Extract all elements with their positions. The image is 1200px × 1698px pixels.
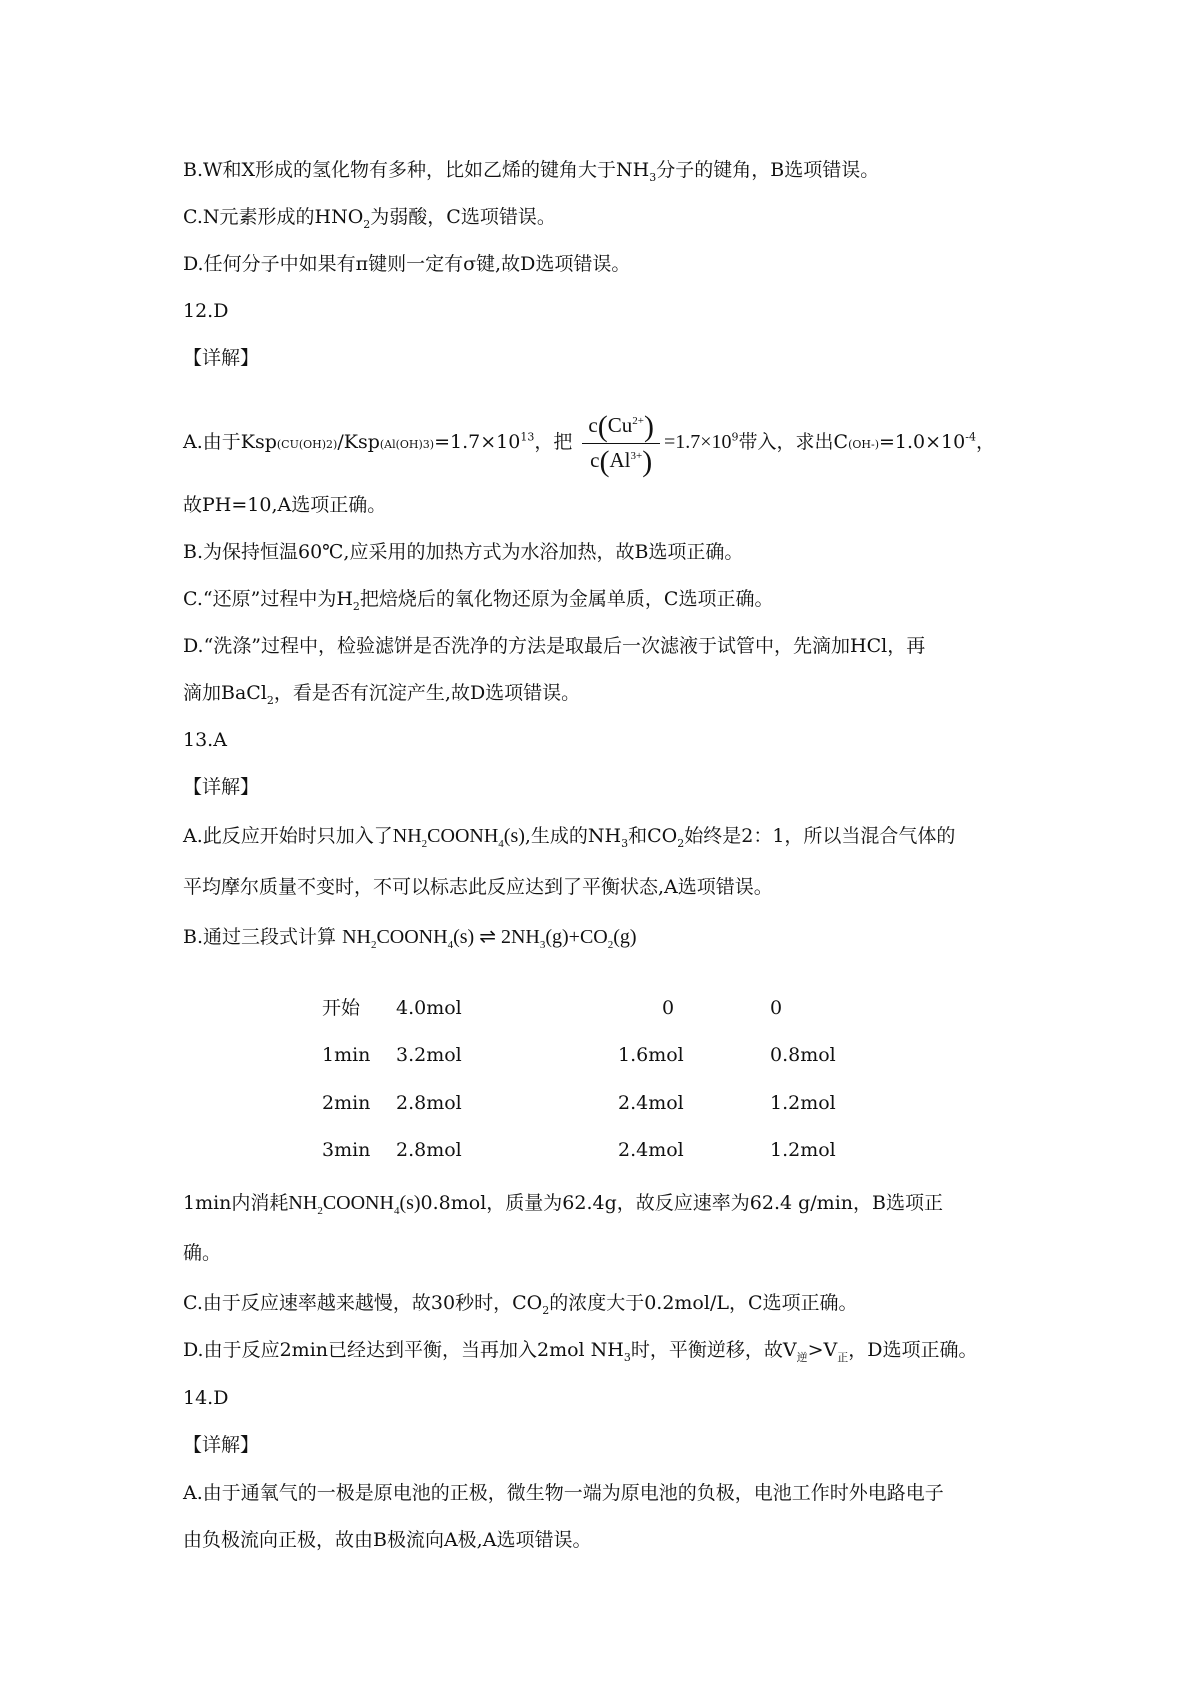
q13-option-d: D.由于反应2min已经达到平衡，当再加入2mol $NH_3$时，平衡逆移，故$V_逆>V_正$，D选项正确。 xyxy=(183,1339,978,1364)
q12-answer: 12.D xyxy=(183,300,229,322)
q12-detail-heading: 【详解】 xyxy=(183,347,260,369)
q14-detail-heading: 【详解】 xyxy=(183,1434,260,1456)
table-cell: 1.6mol xyxy=(618,1044,684,1066)
table-cell: 1.2mol xyxy=(770,1092,836,1114)
table-cell: 0 xyxy=(662,997,675,1019)
table-cell: 2.8mol xyxy=(396,1092,462,1114)
q12-option-a-cont: 故PH=10,A选项正确。 xyxy=(183,494,387,516)
table-cell: 3.2mol xyxy=(396,1044,462,1066)
q12-option-d: D.“洗涤”过程中，检验滤饼是否洗净的方法是取最后一次滤液于试管中，先滴加HCl，再 xyxy=(183,635,926,657)
q13-option-a-cont: 平均摩尔质量不变时，不可以标志此反应达到了平衡状态,A选项错误。 xyxy=(183,876,773,898)
table-cell: 0 xyxy=(770,997,783,1019)
q13-detail-heading: 【详解】 xyxy=(183,776,260,798)
q13-option-b: B.通过三段式计算 $NH_2COONH_4(s)$ ⇌ $2NH_3(g)+CO_2(g)$ xyxy=(183,926,637,951)
q14-option-a-cont: 由负极流向正极，故由B极流向A极,A选项错误。 xyxy=(183,1529,592,1551)
ion-ratio-fraction: $\frac{c(Cu^{2+})}{c(Al^{3+})}$ xyxy=(582,409,660,478)
table-cell: 2.8mol xyxy=(396,1139,462,1161)
q11-option-c: C.N元素形成的$HNO_2$为弱酸，C选项错误。 xyxy=(183,206,556,231)
table-cell: 1min xyxy=(322,1044,371,1066)
q11-option-b: B.W和X形成的氢化物有多种，比如乙烯的键角大于$NH_3$分子的键角，B选项错误。 xyxy=(183,159,880,184)
table-cell: 2.4mol xyxy=(618,1139,684,1161)
q13-answer: 13.A xyxy=(183,729,227,751)
q12-option-d-cont: 滴加BaCl$_2$，看是否有沉淀产生,故D选项错误。 xyxy=(183,682,581,707)
q11-option-d: D.任何分子中如果有π键则一定有σ键,故D选项错误。 xyxy=(183,253,631,275)
table-cell: 4.0mol xyxy=(396,997,462,1019)
table-cell: 3min xyxy=(322,1139,371,1161)
table-cell: 0.8mol xyxy=(770,1044,836,1066)
table-cell: 1.2mol xyxy=(770,1139,836,1161)
table-cell: 2.4mol xyxy=(618,1092,684,1114)
q13-option-b-cont: 1min内消耗$NH_2COONH_4(s)0.8mol$，质量为62.4g，故反应速率为62.4 g/min，B选项正 xyxy=(183,1192,943,1217)
q14-answer: 14.D xyxy=(183,1387,229,1409)
decomposition-equation: $NH_2COONH_4(s)$ ⇌ $2NH_3(g)+CO_2(g)$ xyxy=(342,926,637,951)
table-cell: 开始 xyxy=(322,997,361,1019)
q13-option-a: A.此反应开始时只加入了$NH_2COONH_4(s)$,生成的$NH_3$和$CO_2$始终是2：1，所以当混合气体的 xyxy=(183,825,956,850)
q12-option-b: B.为保持恒温60℃,应采用的加热方式为水浴加热，故B选项正确。 xyxy=(183,541,744,563)
q14-option-a: A.由于通氧气的一极是原电池的正极，微生物一端为原电池的负极，电池工作时外电路电子 xyxy=(183,1482,944,1504)
equilibrium-arrow-icon: ⇌ xyxy=(479,926,496,948)
q13-option-c: C.由于反应速率越来越慢，故30秒时，$CO_2$的浓度大于0.2mol/L，C选项正确。 xyxy=(183,1292,858,1317)
q12-option-c: C.“还原”过程中为$H_2$把焙烧后的氧化物还原为金属单质，C选项正确。 xyxy=(183,588,774,613)
q13-option-b-cont2: 确。 xyxy=(183,1242,222,1264)
table-cell: 2min xyxy=(322,1092,371,1114)
q12-option-a: A.由于$Ksp(CU(OH)2)/Ksp(Al(OH)3)=1.7\times 10^{13}$，把 $\frac{c(Cu^{2+})}{c(Al^{3+})}$ $=1.7\times 10^9$带入，求出$C(OH-)=1.0\times 10^{-4}$， xyxy=(183,409,995,478)
